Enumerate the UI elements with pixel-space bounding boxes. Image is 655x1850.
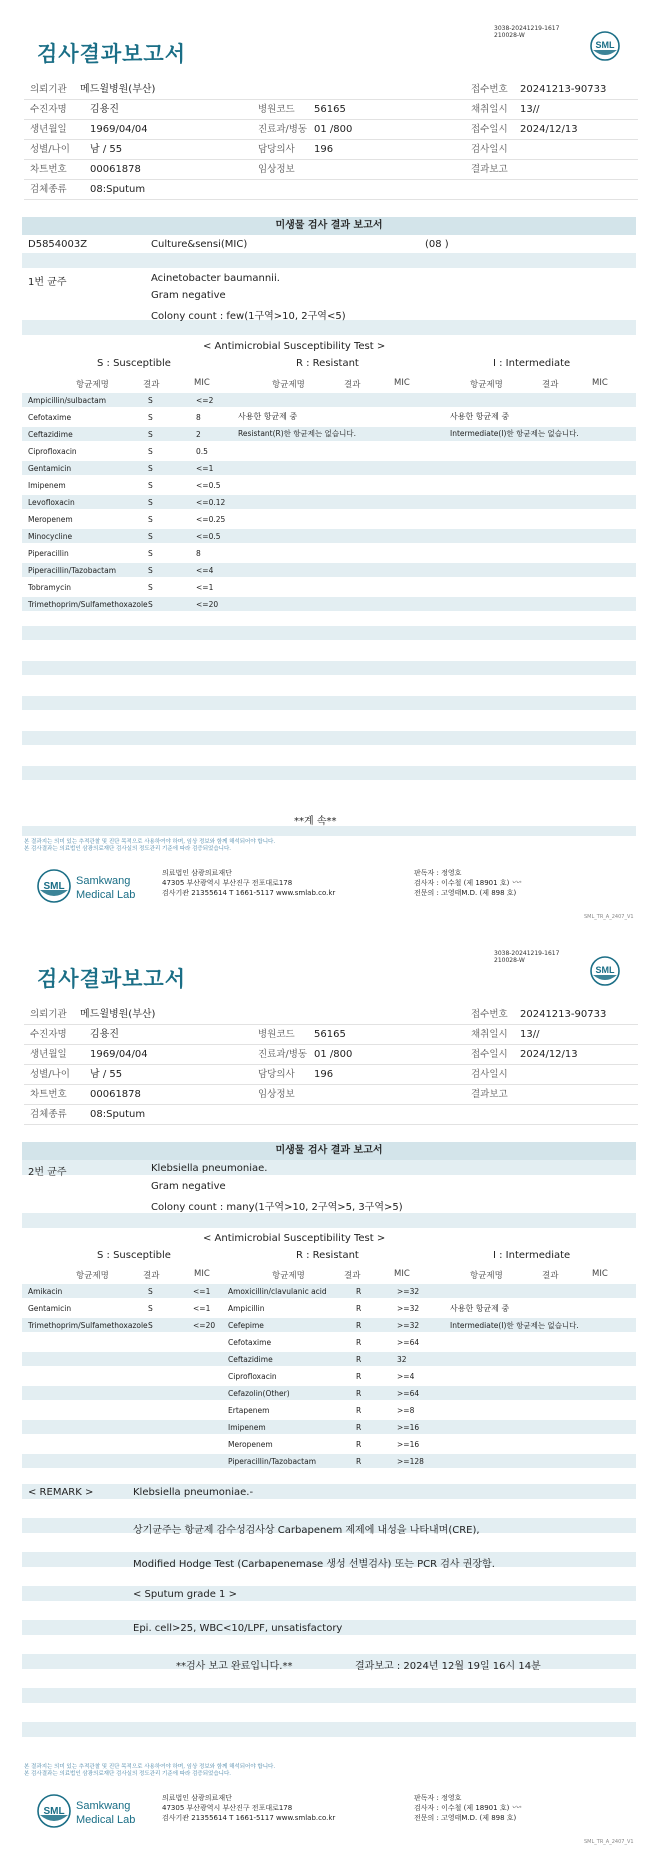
gram-stain: Gram negative (151, 1181, 226, 1192)
drug-result: S (148, 481, 153, 490)
drug-mic: <=0.12 (196, 498, 226, 507)
drug-mic: >=64 (397, 1389, 420, 1398)
col-header-drug: 항균제명 (272, 380, 305, 390)
col-header-mic: MIC (592, 1269, 608, 1279)
drug-result: S (148, 1321, 153, 1330)
drug-result: R (356, 1372, 362, 1381)
drug-result: R (356, 1304, 362, 1313)
drug-name: Amikacin (28, 1287, 63, 1296)
isolate-label: 1번 균주 (28, 277, 67, 288)
note-usable-drugs: 사용한 항균제 중 (450, 1304, 510, 1313)
svg-text:SML: SML (43, 1806, 65, 1817)
footer-note: 본 결과지는 의미 있는 추적관찰 및 진단 목적으로 사용하여야 하며, 임상 정보와 함께 해석되어야 합니다. 본 검사결과는 의료법인 삼광의료재단 검사실의 정도관리 기준에 따라 검증되었습니다. (24, 1764, 276, 1777)
report-title: 검사결과보고서 (37, 967, 187, 991)
drug-mic: 8 (196, 413, 201, 422)
svg-text:Medical Lab: Medical Lab (76, 1814, 136, 1826)
legend-intermediate: I : Intermediate (493, 358, 571, 369)
header-row: 수진자명 김용진 병원코드 56165 채취일시 13// (24, 1025, 638, 1045)
drug-mic: 0.5 (196, 447, 208, 456)
drug-mic: 8 (196, 549, 201, 558)
col-header-result: 결과 (143, 380, 160, 390)
note-usable-drugs: 사용한 항균제 중 (238, 412, 298, 421)
drug-mic: <=4 (196, 566, 214, 575)
sml-logo-icon (589, 955, 621, 987)
header-row: 의뢰기관 메드윌병원(부산) 접수번호 20241213-90733 (24, 80, 638, 100)
drug-name: Meropenem (28, 515, 73, 524)
drug-name: Imipenem (228, 1423, 266, 1432)
svg-text:Samkwang: Samkwang (76, 875, 131, 887)
drug-result: S (148, 413, 153, 422)
col-header-mic: MIC (394, 1269, 410, 1279)
drug-result: S (148, 498, 153, 507)
drug-mic: >=16 (397, 1423, 420, 1432)
remark-cre: 상기균주는 항균제 감수성검사상 Carbapenem 제제에 내성을 나타내며(CRE), (133, 1525, 480, 1536)
drug-mic: <=1 (193, 1304, 211, 1313)
legend-intermediate: I : Intermediate (493, 1250, 571, 1261)
col-header-drug: 항균제명 (76, 1271, 109, 1281)
drug-mic: >=32 (397, 1304, 420, 1313)
drug-mic: >=128 (397, 1457, 424, 1466)
drug-name: Meropenem (228, 1440, 273, 1449)
drug-name: Gentamicin (28, 1304, 72, 1313)
svg-text:SML: SML (595, 40, 615, 50)
drug-name: Ceftazidime (228, 1355, 273, 1364)
report-time: 결과보고 : 2024년 12월 19일 16시 14분 (355, 1661, 541, 1672)
drug-name: Levofloxacin (28, 498, 75, 507)
drug-result: R (356, 1355, 362, 1364)
remark-sputum-grade: < Sputum grade 1 > (133, 1589, 237, 1600)
drug-name: Cefepime (228, 1321, 264, 1330)
col-header-mic: MIC (592, 378, 608, 388)
legend-susceptible: S : Susceptible (97, 358, 171, 369)
svg-text:SML: SML (43, 881, 65, 892)
drug-result: R (356, 1406, 362, 1415)
drug-result: S (148, 566, 153, 575)
legend-resistant: R : Resistant (296, 1250, 359, 1261)
footer-signatures: 판독자 : 정영호 검사자 : 이수철 (제 18901 호) 〰· 전문의 : 고영태M.D. (제 898 호) (414, 1794, 523, 1822)
col-header-mic: MIC (194, 378, 210, 388)
drug-name: Piperacillin/Tazobactam (28, 566, 117, 575)
remark-recommendation: Modified Hodge Test (Carbapenemase 생성 선별검사) 또는 PCR 검사 권장함. (133, 1559, 495, 1570)
legend-resistant: R : Resistant (296, 358, 359, 369)
drug-result: R (356, 1423, 362, 1432)
doc-number: 3038-20241219-1617 210028-W (494, 25, 560, 39)
header-row: 의뢰기관 메드윌병원(부산) 접수번호 20241213-90733 (24, 1005, 638, 1025)
drug-mic: >=8 (397, 1406, 415, 1415)
section-title: 미생물 검사 결과 보고서 (22, 217, 636, 235)
sml-logo-icon (36, 866, 152, 906)
drug-result: S (148, 447, 153, 456)
col-header-drug: 항균제명 (470, 380, 503, 390)
header-row: 성별/나이 남 / 55 담당의사 196 검사일시 (24, 1065, 638, 1085)
continued-text: **계 속** (294, 816, 337, 827)
header-row: 생년월일 1969/04/04 진료과/병동 01 /800 접수일시 2024/12/13 (24, 120, 638, 140)
form-version: SML_TR_A_2407_V1 (584, 914, 634, 920)
gram-stain: Gram negative (151, 290, 226, 301)
drug-mic: <=20 (193, 1321, 216, 1330)
header-row: 차트번호 00061878 임상정보 결과보고 (24, 160, 638, 180)
drug-result: S (148, 396, 153, 405)
col-header-mic: MIC (394, 378, 410, 388)
drug-mic: <=0.5 (196, 532, 221, 541)
drug-mic: <=20 (196, 600, 219, 609)
report-title: 검사결과보고서 (37, 42, 187, 66)
col-header-result: 결과 (542, 1271, 559, 1281)
drug-name: Cefotaxime (228, 1338, 272, 1347)
ast-title: < Antimicrobial Susceptibility Test > (203, 341, 386, 352)
col-header-drug: 항균제명 (76, 380, 109, 390)
drug-mic: <=1 (196, 464, 214, 473)
drug-name: Ciprofloxacin (228, 1372, 277, 1381)
header-row: 검체종류 08:Sputum (24, 1105, 638, 1125)
drug-name: Amoxicillin/clavulanic acid (228, 1287, 327, 1296)
drug-name: Tobramycin (28, 583, 72, 592)
svg-text:Samkwang: Samkwang (76, 1800, 131, 1812)
col-header-result: 결과 (344, 1271, 361, 1281)
drug-result: S (148, 430, 153, 439)
form-version: SML_TR_A_2407_V1 (584, 1839, 634, 1845)
signature-icon: 〰· (511, 878, 523, 887)
drug-result: S (148, 1287, 153, 1296)
drug-mic: <=1 (196, 583, 214, 592)
sml-logo-icon (589, 30, 621, 62)
footer-note: 본 결과지는 의미 있는 추적관찰 및 진단 목적으로 사용하여야 하며, 임상 정보와 함께 해석되어야 합니다. 본 검사결과는 의료법인 삼광의료재단 검사실의 정도관리 기준에 따라 검증되었습니다. (24, 839, 276, 852)
remark-epi-cell: Epi. cell>25, WBC<10/LPF, unsatisfactory (133, 1623, 343, 1634)
colony-count: Colony count : many(1구역>10, 2구역>5, 3구역>5) (151, 1202, 403, 1213)
drug-name: Trimethoprim/Sulfamethoxazole (28, 1321, 148, 1330)
test-specimen: (08 ) (425, 239, 449, 250)
drug-name: Minocycline (28, 532, 73, 541)
drug-name: Ertapenem (228, 1406, 270, 1415)
drug-name: Ciprofloxacin (28, 447, 77, 456)
col-header-drug: 항균제명 (470, 1271, 503, 1281)
footer-address: 의료법인 삼광의료재단 47305 부산광역시 부산진구 전포대로178 검사기관 21355614 T 1661-5117 www.smlab.co.kr (162, 869, 336, 897)
drug-result: R (356, 1287, 362, 1296)
drug-result: R (356, 1389, 362, 1398)
drug-result: S (148, 515, 153, 524)
report-complete: **검사 보고 완료입니다.** (176, 1661, 293, 1672)
drug-result: R (356, 1321, 362, 1330)
remark-label: < REMARK > (28, 1487, 94, 1498)
test-name: Culture&sensi(MIC) (151, 239, 248, 250)
col-header-result: 결과 (542, 380, 559, 390)
header-row: 검체종류 08:Sputum (24, 180, 638, 200)
drug-name: Cefotaxime (28, 413, 72, 422)
ast-title: < Antimicrobial Susceptibility Test > (203, 1233, 386, 1244)
drug-name: Imipenem (28, 481, 66, 490)
report-page-2 (0, 925, 655, 1850)
drug-result: R (356, 1457, 362, 1466)
drug-mic: >=16 (397, 1440, 420, 1449)
header-row: 생년월일 1969/04/04 진료과/병동 01 /800 접수일시 2024/12/13 (24, 1045, 638, 1065)
drug-mic: <=1 (193, 1287, 211, 1296)
drug-result: S (148, 549, 153, 558)
drug-mic: 32 (397, 1355, 407, 1364)
header-row: 성별/나이 남 / 55 담당의사 196 검사일시 (24, 140, 638, 160)
footer-signatures: 판독자 : 정영호 검사자 : 이수철 (제 18901 호) 〰· 전문의 : 고영태M.D. (제 898 호) (414, 869, 523, 897)
note-no-intermediate: Intermediate(I)한 항균제는 없습니다. (450, 429, 579, 438)
drug-result: S (148, 532, 153, 541)
drug-result: R (356, 1338, 362, 1347)
drug-result: S (148, 600, 153, 609)
col-header-mic: MIC (194, 1269, 210, 1279)
svg-text:SML: SML (595, 965, 615, 975)
drug-result: R (356, 1440, 362, 1449)
sml-logo-icon (36, 1791, 152, 1831)
drug-mic: >=64 (397, 1338, 420, 1347)
drug-result: S (148, 583, 153, 592)
organism: Klebsiella pneumoniae. (151, 1163, 268, 1174)
note-no-intermediate: Intermediate(I)한 항균제는 없습니다. (450, 1321, 579, 1330)
col-header-result: 결과 (143, 1271, 160, 1281)
drug-result: S (148, 1304, 153, 1313)
footer-address: 의료법인 삼광의료재단 47305 부산광역시 부산진구 전포대로178 검사기관 21355614 T 1661-5117 www.smlab.co.kr (162, 1794, 336, 1822)
colony-count: Colony count : few(1구역>10, 2구역<5) (151, 311, 346, 322)
drug-name: Piperacillin (28, 549, 69, 558)
drug-mic: 2 (196, 430, 201, 439)
header-row: 수진자명 김용진 병원코드 56165 채취일시 13// (24, 100, 638, 120)
drug-name: Ceftazidime (28, 430, 73, 439)
drug-name: Piperacillin/Tazobactam (228, 1457, 317, 1466)
drug-mic: <=0.25 (196, 515, 226, 524)
signature-icon: 〰· (511, 1803, 523, 1812)
drug-mic: >=32 (397, 1287, 420, 1296)
section-title: 미생물 검사 결과 보고서 (22, 1142, 636, 1160)
col-header-drug: 항균제명 (272, 1271, 305, 1281)
note-no-resistant: Resistant(R)한 항균제는 없습니다. (238, 429, 357, 438)
legend-susceptible: S : Susceptible (97, 1250, 171, 1261)
drug-name: Ampicillin (228, 1304, 265, 1313)
drug-name: Trimethoprim/Sulfamethoxazole (28, 600, 148, 609)
col-header-result: 결과 (344, 380, 361, 390)
remark-organism: Klebsiella pneumoniae.- (133, 1487, 254, 1498)
test-code: D5854003Z (28, 239, 88, 250)
drug-mic: >=4 (397, 1372, 415, 1381)
drug-name: Cefazolin(Other) (228, 1389, 290, 1398)
organism: Acinetobacter baumannii. (151, 273, 280, 284)
svg-text:Medical Lab: Medical Lab (76, 889, 136, 901)
isolate-label: 2번 균주 (28, 1167, 67, 1178)
doc-number: 3038-20241219-1617 210028-W (494, 950, 560, 964)
drug-name: Ampicillin/sulbactam (28, 396, 107, 405)
drug-mic: >=32 (397, 1321, 420, 1330)
drug-result: S (148, 464, 153, 473)
header-row: 차트번호 00061878 임상정보 결과보고 (24, 1085, 638, 1105)
drug-mic: <=2 (196, 396, 214, 405)
drug-mic: <=0.5 (196, 481, 221, 490)
drug-name: Gentamicin (28, 464, 72, 473)
note-usable-drugs: 사용한 항균제 중 (450, 412, 510, 421)
